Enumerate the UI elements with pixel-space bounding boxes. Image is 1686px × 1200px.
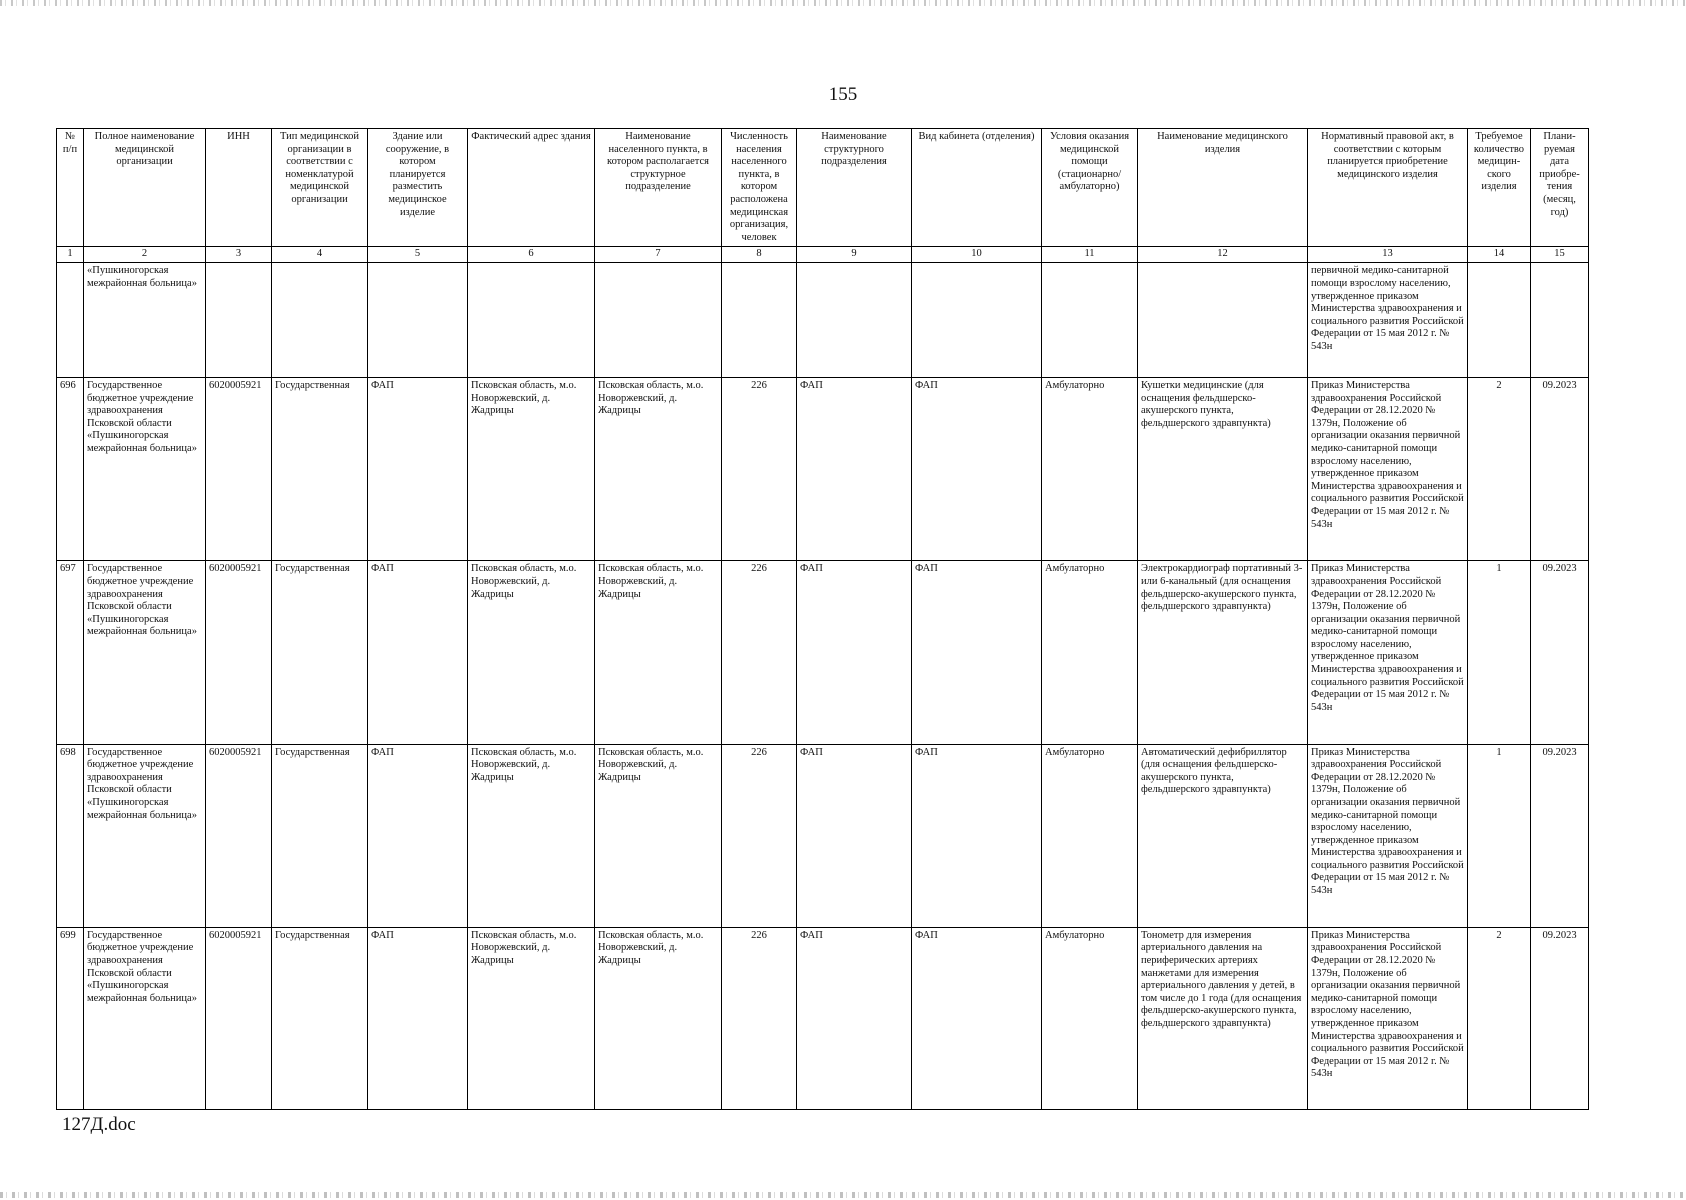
scan-bottom-edge <box>0 1192 1686 1198</box>
table-row <box>57 744 1589 927</box>
device-cell: Тонометр для измерения артериального давления на периферических артериях манжетами для измерения артериального давления у детей, в том числе до 1 года (для оснащения фельдшерско-акушерского пункта, фельдшерского здравпункта) <box>1138 927 1308 1109</box>
column-number: 6 <box>468 247 595 263</box>
header-cell: Нормативный правовой акт, в соответствии с которым планируется приобретение медицинского изделия <box>1308 129 1468 247</box>
address-cell <box>468 263 595 378</box>
column-number: 7 <box>595 247 722 263</box>
cabinet-cell: ФАП <box>912 744 1042 927</box>
org-cell: «Пушкиногорская межрайонная больница» <box>84 263 206 378</box>
column-number: 15 <box>1531 247 1589 263</box>
org-cell: Государственное бюджетное учреждение здравоохранения Псковской области «Пушкиногорская межрайонная больница» <box>84 378 206 561</box>
settlement-cell: Псковская область, м.о. Новоржевский, д. Жадрицы <box>595 927 722 1109</box>
header-cell: Вид кабинета (отделения) <box>912 129 1042 247</box>
header-cell: Условия оказания медицинской помощи (стационарно/ амбулаторно) <box>1042 129 1138 247</box>
population-cell <box>722 263 797 378</box>
act-cell: Приказ Министерства здравоохранения Российской Федерации от 28.12.2020 № 1379н, Положение об организации оказания первичной медико-санитарной помощи взрослому населению, утвержденное приказом Министерства здравоохранения и социального развития Российской Федерации от 15 мая 2012 г. № 543н <box>1308 927 1468 1109</box>
device-cell <box>1138 263 1308 378</box>
date-cell: 09.2023 <box>1531 561 1589 744</box>
population-cell: 226 <box>722 561 797 744</box>
conditions-cell: Амбулаторно <box>1042 927 1138 1109</box>
address-cell: Псковская область, м.о. Новоржевский, д. Жадрицы <box>468 927 595 1109</box>
header-cell: ИНН <box>206 129 272 247</box>
population-cell: 226 <box>722 744 797 927</box>
conditions-cell <box>1042 263 1138 378</box>
conditions-cell: Амбулаторно <box>1042 378 1138 561</box>
type-cell: Государственная <box>272 561 368 744</box>
building-cell: ФАП <box>368 744 468 927</box>
conditions-cell: Амбулаторно <box>1042 561 1138 744</box>
header-cell: Численность населения населенного пункта, в котором расположена медицинская организация, человек <box>722 129 797 247</box>
org-cell: Государственное бюджетное учреждение здравоохранения Псковской области «Пушкиногорская межрайонная больница» <box>84 927 206 1109</box>
page-number: 155 <box>828 84 858 105</box>
inn-cell <box>206 263 272 378</box>
header-cell: Требуемое количество медицин-ского изделия <box>1468 129 1531 247</box>
act-cell: первичной медико-санитарной помощи взрослому населению, утвержденное приказом Министерства здравоохранения и социального развития Российской Федерации от 15 мая 2012 г. № 543н <box>1308 263 1468 378</box>
settlement-cell: Псковская область, м.о. Новоржевский, д. Жадрицы <box>595 744 722 927</box>
address-cell: Псковская область, м.о. Новоржевский, д. Жадрицы <box>468 744 595 927</box>
num-cell <box>57 263 84 378</box>
act-cell: Приказ Министерства здравоохранения Российской Федерации от 28.12.2020 № 1379н, Положение об организации оказания первичной медико-санитарной помощи взрослому населению, утвержденное приказом Министерства здравоохранения и социального развития Российской Федерации от 15 мая 2012 г. № 543н <box>1308 561 1468 744</box>
quantity-cell: 1 <box>1468 744 1531 927</box>
type-cell: Государственная <box>272 378 368 561</box>
column-number: 10 <box>912 247 1042 263</box>
unit-cell: ФАП <box>797 744 912 927</box>
column-number: 3 <box>206 247 272 263</box>
scan-top-edge <box>0 0 1686 6</box>
table-row <box>57 561 1589 744</box>
header-cell: № п/п <box>57 129 84 247</box>
num-cell: 696 <box>57 378 84 561</box>
date-cell: 09.2023 <box>1531 927 1589 1109</box>
date-cell: 09.2023 <box>1531 378 1589 561</box>
num-cell: 699 <box>57 927 84 1109</box>
device-cell: Автоматический дефибриллятор (для оснащения фельдшерско-акушерского пункта, фельдшерского здравпункта) <box>1138 744 1308 927</box>
table-row <box>57 378 1589 561</box>
cabinet-cell: ФАП <box>912 927 1042 1109</box>
quantity-cell: 2 <box>1468 378 1531 561</box>
org-cell: Государственное бюджетное учреждение здравоохранения Псковской области «Пушкиногорская межрайонная больница» <box>84 561 206 744</box>
settlement-cell <box>595 263 722 378</box>
date-cell: 09.2023 <box>1531 744 1589 927</box>
type-cell <box>272 263 368 378</box>
unit-cell <box>797 263 912 378</box>
cabinet-cell: ФАП <box>912 378 1042 561</box>
inn-cell: 6020005921 <box>206 378 272 561</box>
header-cell: Фактический адрес здания <box>468 129 595 247</box>
header-cell: Тип медицинской организации в соответствии с номенклатурой медицинской организации <box>272 129 368 247</box>
header-cell: Плани-руемая дата приобре-тения (месяц, год) <box>1531 129 1589 247</box>
device-cell: Электрокардиограф портативный 3- или 6-канальный (для оснащения фельдшерско-акушерского пункта, фельдшерского здравпункта) <box>1138 561 1308 744</box>
date-cell <box>1531 263 1589 378</box>
column-number: 8 <box>722 247 797 263</box>
quantity-cell: 2 <box>1468 927 1531 1109</box>
settlement-cell: Псковская область, м.о. Новоржевский, д. Жадрицы <box>595 561 722 744</box>
column-number: 4 <box>272 247 368 263</box>
column-number-row <box>57 247 1589 263</box>
address-cell: Псковская область, м.о. Новоржевский, д. Жадрицы <box>468 561 595 744</box>
equipment-register-table <box>56 128 1589 1110</box>
column-number: 1 <box>57 247 84 263</box>
column-number: 2 <box>84 247 206 263</box>
unit-cell: ФАП <box>797 927 912 1109</box>
address-cell: Псковская область, м.о. Новоржевский, д. Жадрицы <box>468 378 595 561</box>
table-row <box>57 927 1589 1109</box>
quantity-cell <box>1468 263 1531 378</box>
building-cell: ФАП <box>368 378 468 561</box>
header-cell: Наименование населенного пункта, в котором располагается структурное подразделение <box>595 129 722 247</box>
cabinet-cell: ФАП <box>912 561 1042 744</box>
type-cell: Государственная <box>272 744 368 927</box>
header-cell: Наименование медицинского изделия <box>1138 129 1308 247</box>
population-cell: 226 <box>722 378 797 561</box>
inn-cell: 6020005921 <box>206 561 272 744</box>
column-number: 13 <box>1308 247 1468 263</box>
act-cell: Приказ Министерства здравоохранения Российской Федерации от 28.12.2020 № 1379н, Положение об организации оказания первичной медико-санитарной помощи взрослому населению, утвержденное приказом Министерства здравоохранения и социального развития Российской Федерации от 15 мая 2012 г. № 543н <box>1308 744 1468 927</box>
column-number: 12 <box>1138 247 1308 263</box>
act-cell: Приказ Министерства здравоохранения Российской Федерации от 28.12.2020 № 1379н, Положение об организации оказания первичной медико-санитарной помощи взрослому населению, утвержденное приказом Министерства здравоохранения и социального развития Российской Федерации от 15 мая 2012 г. № 543н <box>1308 378 1468 561</box>
header-cell: Полное наименование медицинской организации <box>84 129 206 247</box>
cabinet-cell <box>912 263 1042 378</box>
quantity-cell: 1 <box>1468 561 1531 744</box>
num-cell: 698 <box>57 744 84 927</box>
header-cell: Здание или сооружение, в котором планируется разместить медицинское изделие <box>368 129 468 247</box>
type-cell: Государственная <box>272 927 368 1109</box>
unit-cell: ФАП <box>797 378 912 561</box>
unit-cell: ФАП <box>797 561 912 744</box>
column-number: 5 <box>368 247 468 263</box>
inn-cell: 6020005921 <box>206 744 272 927</box>
building-cell: ФАП <box>368 927 468 1109</box>
column-number: 14 <box>1468 247 1531 263</box>
num-cell: 697 <box>57 561 84 744</box>
continuation-row <box>57 263 1589 378</box>
column-number: 9 <box>797 247 912 263</box>
header-row <box>57 129 1589 247</box>
settlement-cell: Псковская область, м.о. Новоржевский, д. Жадрицы <box>595 378 722 561</box>
population-cell: 226 <box>722 927 797 1109</box>
building-cell: ФАП <box>368 561 468 744</box>
header-cell: Наименование структурного подразделения <box>797 129 912 247</box>
building-cell <box>368 263 468 378</box>
conditions-cell: Амбулаторно <box>1042 744 1138 927</box>
column-number: 11 <box>1042 247 1138 263</box>
document-filename: 127Д.doc <box>62 1114 136 1135</box>
device-cell: Кушетки медицинские (для оснащения фельдшерско-акушерского пункта, фельдшерского здравпункта) <box>1138 378 1308 561</box>
org-cell: Государственное бюджетное учреждение здравоохранения Псковской области «Пушкиногорская межрайонная больница» <box>84 744 206 927</box>
inn-cell: 6020005921 <box>206 927 272 1109</box>
